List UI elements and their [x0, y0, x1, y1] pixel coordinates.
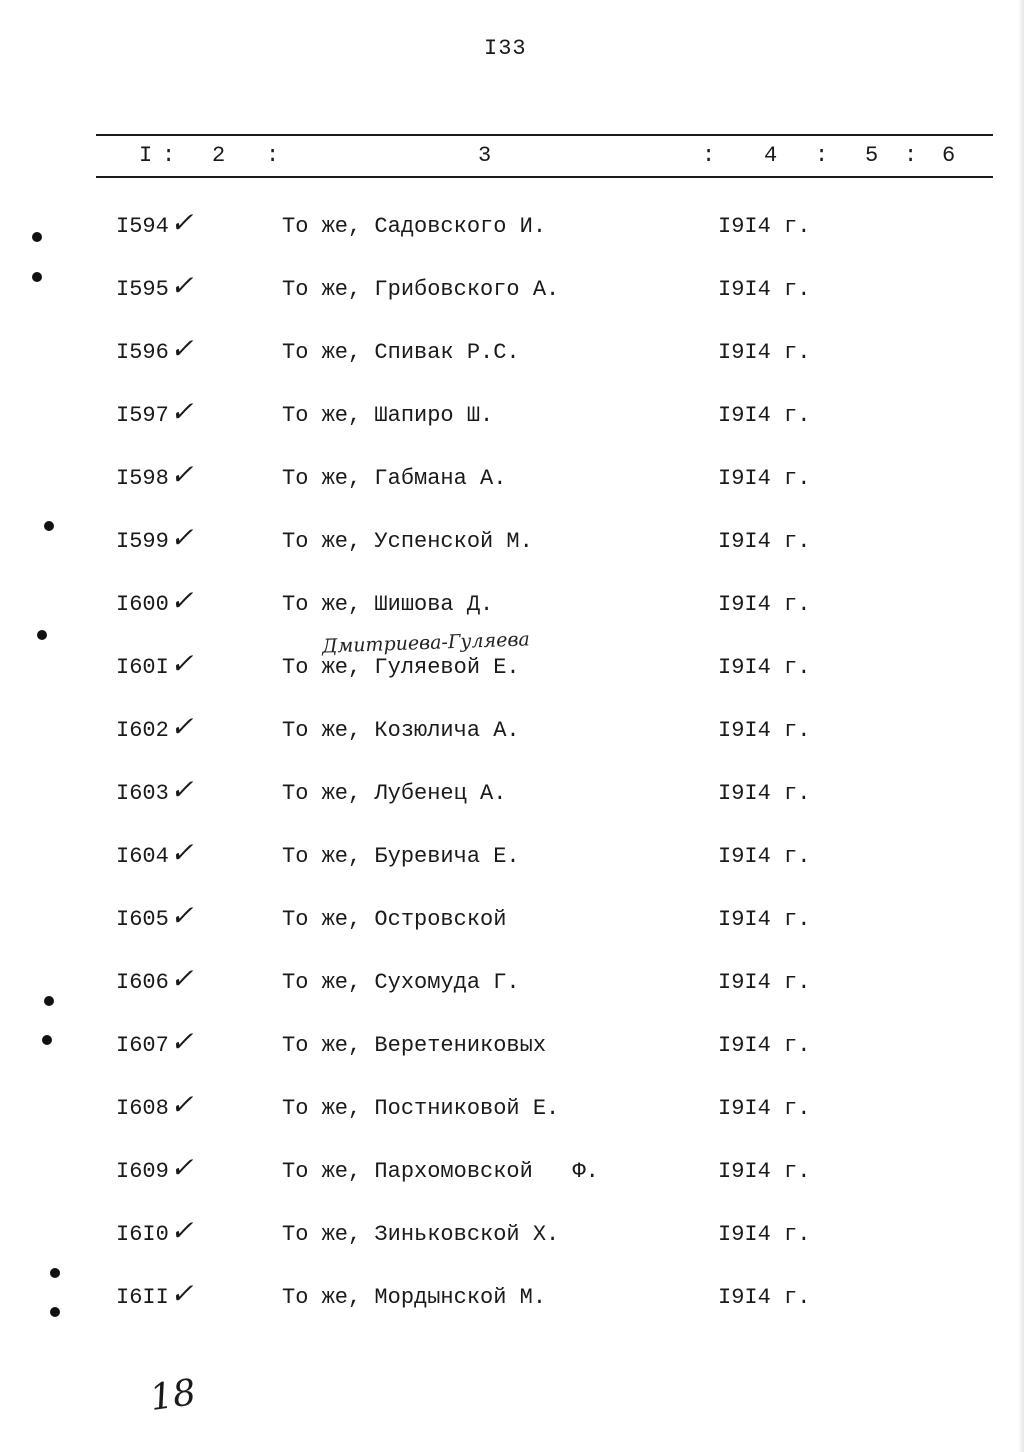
punch-hole-mark [37, 630, 47, 640]
table-row [0, 332, 1024, 380]
record-description: То же, Сухомуда Г. [282, 970, 520, 995]
punch-hole-mark [44, 996, 54, 1006]
punch-hole-mark [32, 232, 42, 242]
header-col-6: 6 [942, 143, 956, 168]
record-year: I9I4 г. [718, 277, 811, 302]
check-mark: ✓ [170, 1151, 194, 1184]
check-mark: ✓ [170, 836, 194, 869]
header-separator: : [162, 143, 176, 168]
table-row [0, 899, 1024, 947]
header-col-1: I [139, 143, 153, 168]
check-mark: ✓ [170, 395, 194, 428]
record-year: I9I4 г. [718, 529, 811, 554]
record-number: I60I [116, 655, 169, 680]
header-col-5: 5 [865, 143, 879, 168]
record-description: То же, Успенской М. [282, 529, 533, 554]
record-number: I599 [116, 529, 169, 554]
record-description: То же, Гуляевой Е. [282, 655, 520, 680]
check-mark: ✓ [170, 710, 194, 743]
record-description: То же, Габмана А. [282, 466, 507, 491]
record-description: То же, Островской [282, 907, 507, 932]
record-description: То же, Шишова Д. [282, 592, 494, 617]
table-row [0, 206, 1024, 254]
page-number: I33 [484, 36, 527, 61]
record-number: I600 [116, 592, 169, 617]
record-year: I9I4 г. [718, 655, 811, 680]
check-mark: ✓ [170, 584, 194, 617]
table-row [0, 269, 1024, 317]
check-mark: ✓ [170, 1025, 194, 1058]
record-description: То же, Садовского И. [282, 214, 547, 239]
check-mark: ✓ [170, 647, 194, 680]
table-row [0, 1277, 1024, 1325]
handwritten-folio-number: 18 [147, 1372, 199, 1419]
record-description: То же, Козюлича А. [282, 718, 520, 743]
header-col-3: 3 [478, 143, 492, 168]
record-year: I9I4 г. [718, 844, 811, 869]
table-row [0, 710, 1024, 758]
punch-hole-mark [50, 1307, 60, 1317]
record-year: I9I4 г. [718, 1033, 811, 1058]
table-row [0, 962, 1024, 1010]
header-col-4: 4 [764, 143, 778, 168]
record-description: То же, Зиньковской Х. [282, 1222, 560, 1247]
record-number: I597 [116, 403, 169, 428]
record-number: I605 [116, 907, 169, 932]
record-number: I607 [116, 1033, 169, 1058]
record-number: I609 [116, 1159, 169, 1184]
check-mark: ✓ [170, 269, 194, 302]
check-mark: ✓ [170, 458, 194, 491]
record-number: I608 [116, 1096, 169, 1121]
header-separator: : [266, 143, 280, 168]
record-year: I9I4 г. [718, 1285, 811, 1310]
record-year: I9I4 г. [718, 403, 811, 428]
header-separator: : [904, 143, 918, 168]
record-number: I606 [116, 970, 169, 995]
record-year: I9I4 г. [718, 1096, 811, 1121]
check-mark: ✓ [170, 521, 194, 554]
record-number: I603 [116, 781, 169, 806]
check-mark: ✓ [170, 1277, 194, 1310]
header-top-rule [96, 134, 993, 136]
record-number: I594 [116, 214, 169, 239]
handwritten-annotation: Дмитриева-Гуляева [321, 628, 531, 658]
header-separator: : [702, 143, 716, 168]
record-description: То же, Спивак Р.С. [282, 340, 520, 365]
record-year: I9I4 г. [718, 1159, 811, 1184]
record-year: I9I4 г. [718, 1222, 811, 1247]
record-description: То же, Веретениковых [282, 1033, 547, 1058]
record-year: I9I4 г. [718, 718, 811, 743]
record-number: I604 [116, 844, 169, 869]
table-row [0, 395, 1024, 443]
punch-hole-mark [44, 521, 54, 531]
table-row [0, 521, 1024, 569]
punch-hole-mark [50, 1268, 60, 1278]
record-number: I598 [116, 466, 169, 491]
record-year: I9I4 г. [718, 907, 811, 932]
check-mark: ✓ [170, 1088, 194, 1121]
record-year: I9I4 г. [718, 592, 811, 617]
check-mark: ✓ [170, 773, 194, 806]
record-number: I596 [116, 340, 169, 365]
punch-hole-mark [32, 272, 42, 282]
table-row [0, 1025, 1024, 1073]
record-description: То же, Лубенец А. [282, 781, 507, 806]
record-year: I9I4 г. [718, 466, 811, 491]
header-bottom-rule [96, 176, 993, 178]
record-description: То же, Мордынской М. [282, 1285, 547, 1310]
check-mark: ✓ [170, 332, 194, 365]
record-number: I6I0 [116, 1222, 169, 1247]
check-mark: ✓ [170, 206, 194, 239]
record-year: I9I4 г. [718, 340, 811, 365]
check-mark: ✓ [170, 899, 194, 932]
record-number: I602 [116, 718, 169, 743]
record-description: То же, Буревича Е. [282, 844, 520, 869]
table-row [0, 1214, 1024, 1262]
header-separator: : [815, 143, 829, 168]
punch-hole-mark [42, 1035, 52, 1045]
table-row [0, 836, 1024, 884]
record-number: I6II [116, 1285, 169, 1310]
table-row [0, 647, 1024, 695]
record-description: То же, Шапиро Ш. [282, 403, 494, 428]
check-mark: ✓ [170, 1214, 194, 1247]
record-year: I9I4 г. [718, 970, 811, 995]
check-mark: ✓ [170, 962, 194, 995]
table-row [0, 458, 1024, 506]
record-description: То же, Пархомовской Ф. [282, 1159, 599, 1184]
table-row [0, 584, 1024, 632]
table-row [0, 773, 1024, 821]
header-col-2: 2 [212, 143, 226, 168]
table-row [0, 1151, 1024, 1199]
record-description: То же, Постниковой Е. [282, 1096, 560, 1121]
record-description: То же, Грибовского А. [282, 277, 560, 302]
table-row [0, 1088, 1024, 1136]
record-year: I9I4 г. [718, 214, 811, 239]
record-number: I595 [116, 277, 169, 302]
record-year: I9I4 г. [718, 781, 811, 806]
